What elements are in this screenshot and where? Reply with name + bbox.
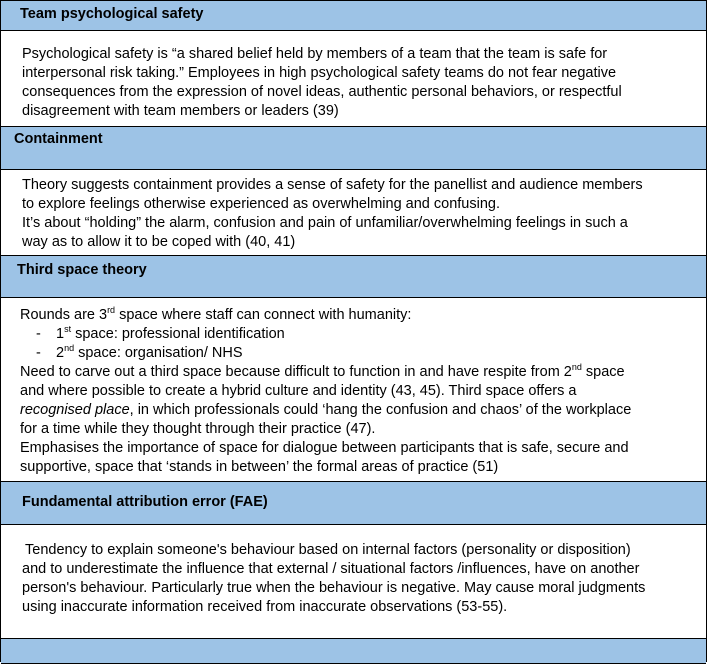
section-heading: Fundamental attribution error (FAE) [22,494,268,510]
body-line: supportive, space that ‘stands in between’ the formal areas of practice (51) [20,459,499,475]
body-line: person's behaviour. Particularly true when the behaviour is negative. May cause moral judgments [22,580,646,596]
body-line: way as to allow it to be coped with (40, 41) [22,234,296,250]
body-line: recognised place, in which professionals could ‘hang the confusion and chaos’ of the workplace [20,402,632,418]
body-line: Emphasises the importance of space for dialogue between participants that is safe, secure and [20,440,629,456]
section-body-third-space: Rounds are 3rd space where staff can connect with humanity: - 1st space: professional identification - 2nd space: organisation/ NHS Need to carve out a third space because difficult to function in and have respite from 2nd space and where possible to create a hybrid culture and identity (43, 45). Third space offers a recognised place, in which professionals could ‘hang the confusion and chaos’ of the workplace for a time while they thought through their practice (47). Emphasises the importance of space for dialogue between participants that is safe, secure and supportive, space that ‘stands in between’ the formal areas of practice (51) [20,305,632,475]
body-line: consequences from the expression of novel ideas, authentic personal behaviors, or respectful [22,84,622,100]
section-header-containment [1,126,706,170]
section-body-psychological-safety [1,31,706,126]
body-line: and to underestimate the influence that external / situational factors /influences, have on another [22,561,640,577]
section-heading: Team psychological safety [20,6,204,22]
body-line: Psychological safety is “a shared belief held by members of a team that the team is safe for [22,46,608,62]
body-line: and where possible to create a hybrid culture and identity (43, 45). Third space offers a [20,383,577,399]
body-line: Need to carve out a third space because difficult to function in and have respite from 2nd space [20,362,625,380]
body-line: for a time while they thought through their practice (47). [20,421,376,437]
section-body-containment [1,170,706,255]
body-line: interpersonal risk taking.” Employees in high psychological safety teams do not fear negative [22,65,617,81]
section-heading: Third space theory [17,262,147,278]
section-header-fae [1,481,706,525]
body-line: Tendency to explain someone's behaviour based on internal factors (personality or disposition) [25,542,631,558]
body-line: Theory suggests containment provides a sense of safety for the panellist and audience members [22,177,643,193]
section-header-third-space [1,255,706,298]
body-line: disagreement with team members or leaders (39) [22,103,339,119]
section-heading: Containment [14,131,103,147]
section-header-psychological-safety [1,0,706,31]
body-line: Rounds are 3rd space where staff can connect with humanity: [20,305,412,323]
body-line: to explore feelings otherwise experienced as overwhelming and confusing. [22,196,500,212]
body-line: using inaccurate information received from inaccurate observations (53-55). [22,599,508,615]
body-line: It’s about “holding” the alarm, confusion and pain of unfamiliar/overwhelming feelings in such a [22,215,628,231]
section-body-fae [1,525,706,638]
empty-header-row [1,638,706,664]
